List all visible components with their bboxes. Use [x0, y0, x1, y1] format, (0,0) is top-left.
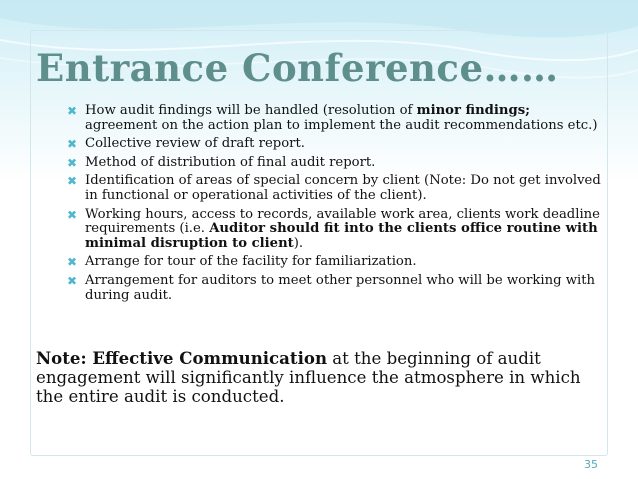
bullet-item	[66, 156, 604, 171]
bullet-item	[66, 137, 604, 152]
x-mark-icon: ✖	[67, 207, 78, 222]
bullet-text: Method of distribution of final audit report.	[85, 154, 376, 170]
bullet-item	[66, 255, 604, 270]
slide-title: Entrance Conference……	[36, 46, 559, 90]
bullet-list	[66, 104, 604, 307]
x-mark-icon: ✖	[67, 155, 78, 170]
bullet-item	[66, 174, 604, 203]
bullet-text: How audit findings will be handled (resolution of	[85, 103, 417, 118]
bullet-item	[66, 274, 604, 303]
note-lead: Note: Effective Communication	[36, 348, 328, 368]
page-number: 35	[584, 458, 598, 471]
bullet-text: ).	[293, 235, 304, 251]
bullet-text: agreement on the action plan to implement the audit recommendations etc.)	[85, 117, 598, 133]
closing-note	[36, 349, 596, 406]
x-mark-icon: ✖	[67, 255, 78, 270]
x-mark-icon: ✖	[67, 104, 78, 118]
note-text: at the beginning of audit engagement will significantly influence the atmosphere in which the entire audit is conducted.	[36, 349, 581, 406]
bullet-emphasis: Auditor should fit into the clients office routine with minimal disruption to client	[85, 221, 598, 251]
x-mark-icon: ✖	[67, 273, 78, 288]
bullet-item	[66, 104, 604, 133]
bullet-text: Working hours, access to records, available work area, clients work deadline requirements (i.e.	[85, 206, 600, 237]
bullet-text: Collective review of draft report.	[85, 136, 305, 152]
bullet-text: Arrangement for auditors to meet other personnel who will be working with during audit.	[85, 272, 596, 303]
bullet-text: Arrange for tour of the facility for familiarization.	[85, 254, 417, 270]
bullet-item	[66, 208, 604, 252]
x-mark-icon: ✖	[67, 137, 78, 152]
bullet-text: Identification of areas of special concern by client (Note: Do not get involved in functional or operational activities of the client).	[85, 173, 601, 203]
bullet-emphasis: minor findings;	[416, 103, 531, 118]
x-mark-icon: ✖	[67, 174, 78, 189]
